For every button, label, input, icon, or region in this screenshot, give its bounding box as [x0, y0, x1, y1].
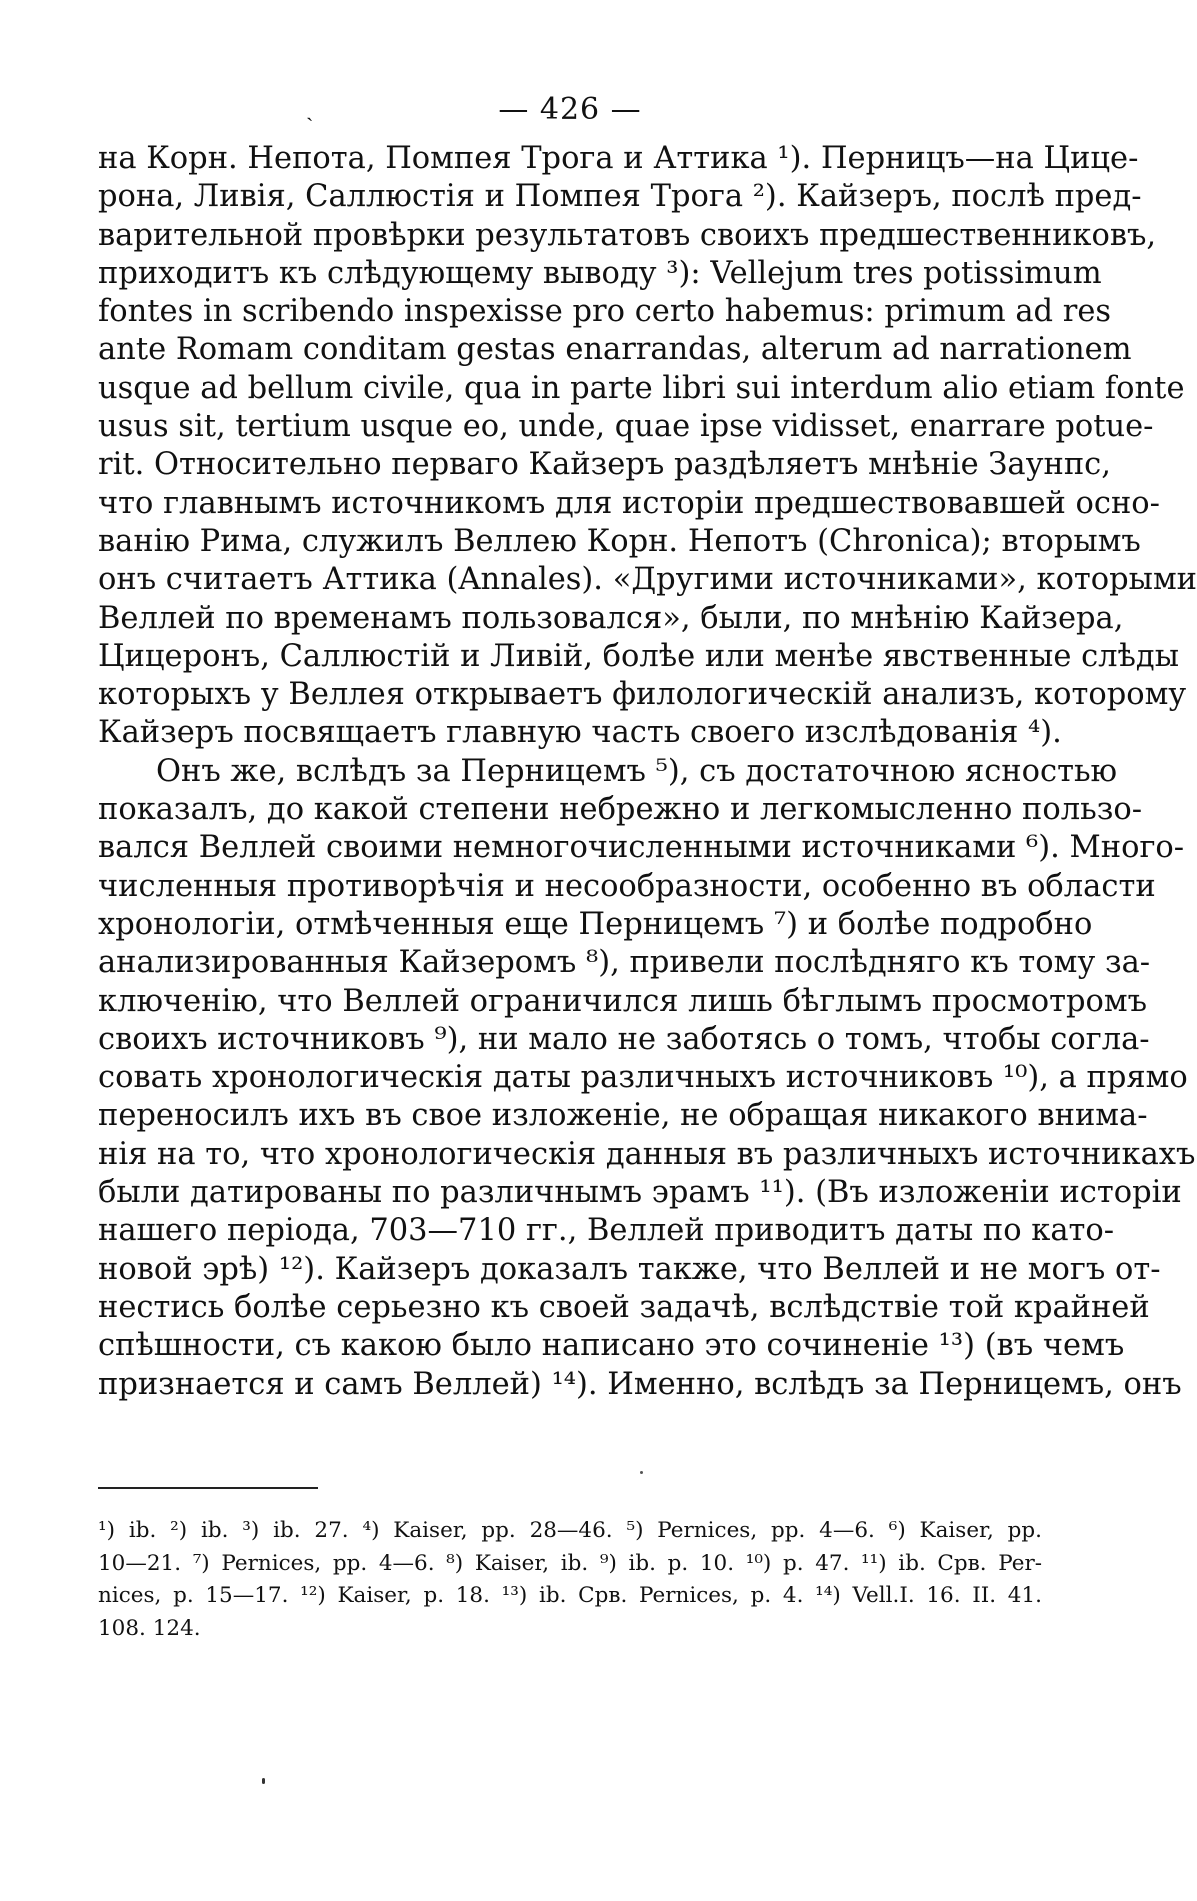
page-number: — 426 — — [498, 92, 642, 127]
text-line: на Корн. Непота, Помпея Трога и Аттика ¹). Перницъ—на Цице- — [98, 141, 1139, 176]
stray-tick-mark: ˏ — [306, 97, 314, 122]
text-line: нашего періода, 703—710 гг., Веллей приводитъ даты по като- — [98, 1213, 1115, 1249]
text-line: вался Веллей своими немногочисленными источниками ⁶). Много- — [98, 830, 1185, 866]
text-line: fontes in scribendo inspexisse pro certo habemus: primum ad res — [98, 294, 1112, 330]
text-line: Цицеронъ, Саллюстій и Ливій, болѣе или менѣе явственные слѣды — [98, 638, 1179, 674]
text-line: Кайзеръ посвящаетъ главную часть своего изслѣдованія ⁴). — [98, 715, 1062, 751]
text-line: приходитъ къ слѣдующему выводу ³): Vellejum tres potissimum — [98, 255, 1102, 291]
text-line: своихъ источниковъ ⁹), ни мало не заботясь о томъ, чтобы согла- — [98, 1021, 1150, 1057]
text-line: переносилъ ихъ въ свое изложеніе, не обращая никакого внима- — [98, 1098, 1148, 1134]
text-line: спѣшности, съ какою было написано это сочиненіе ¹³) (въ чемъ — [98, 1328, 1125, 1364]
body-text — [98, 140, 1197, 1404]
text-line: что главнымъ источникомъ для исторіи предшествовавшей осно- — [98, 485, 1160, 521]
text-line: usus sit, tertium usque eo, unde, quae ipse vidisset, enarrare potue- — [98, 409, 1154, 445]
text-line: признается и самъ Веллей) ¹⁴). Именно, вслѣдъ за Перницемъ, онъ — [98, 1366, 1182, 1402]
text-line: ключенію, что Веллей ограничился лишь бѣглымъ просмотромъ — [98, 983, 1148, 1019]
text-line: показалъ, до какой степени небрежно и легкомысленно пользо- — [98, 792, 1142, 828]
text-line: рона, Ливія, Саллюстія и Помпея Трога ²). Кайзеръ, послѣ пред- — [98, 179, 1142, 215]
text-line: ванію Рима, служилъ Веллею Корн. Непотъ (Chronica); вторымъ — [98, 523, 1141, 559]
text-line: rit. Относительно перваго Кайзеръ раздѣляетъ мнѣніе Заунпс, — [98, 447, 1111, 483]
text-line-paragraph-start: Онъ же, вслѣдъ за Перницемъ ⁵), съ достаточною ясностью — [156, 753, 1118, 789]
text-line: нестись болѣе серьезно къ своей задачѣ, вслѣдствіе той крайней — [98, 1289, 1150, 1325]
footnote-separator — [98, 1487, 318, 1489]
text-line: хронологіи, отмѣченныя еще Перницемъ ⁷) и болѣе подробно — [98, 906, 1093, 942]
footnote-line: ¹) ib. ²) ib. ³) ib. 27. ⁴) Kaiser, pp. 28—46. ⁵) Pernices, pp. 4—6. ⁶) Kaiser, pp. — [98, 1518, 1042, 1543]
text-line: Веллей по временамъ пользовался», были, по мнѣнію Кайзера, — [98, 600, 1124, 636]
text-line: usque ad bellum civile, qua in parte libri sui interdum alio etiam fonte — [98, 370, 1185, 406]
text-line: были датированы по различнымъ эрамъ ¹¹). (Въ изложеніи исторіи — [98, 1175, 1182, 1211]
text-line: которыхъ у Веллея открываетъ филологическій анализъ, которому — [98, 677, 1187, 713]
text-line: нія на то, что хронологическія данныя въ различныхъ источникахъ — [98, 1136, 1196, 1172]
text-line: варительной провѣрки результатовъ своихъ предшественниковъ, — [98, 217, 1157, 253]
text-line: онъ считаетъ Аттика (Annales). «Другими источниками», которыми — [98, 562, 1197, 598]
text-line: численныя противорѣчія и несообразности, особенно въ области — [98, 868, 1156, 904]
print-speck — [640, 1471, 643, 1474]
footnote-line: 10—21. ⁷) Pernices, pp. 4—6. ⁸) Kaiser, ib. ⁹) ib. p. 10. ¹⁰) p. 47. ¹¹) ib. Срв. Per- — [98, 1550, 1042, 1576]
print-speck — [262, 1778, 265, 1784]
text-line: новой эрѣ) ¹²). Кайзеръ доказалъ также, что Веллей и не могъ от- — [98, 1251, 1161, 1287]
footnote-line: 108. 124. — [98, 1615, 201, 1641]
text-line: ante Romam conditam gestas enarrandas, alterum ad narrationem — [98, 332, 1132, 368]
footnotes — [98, 1515, 1042, 1645]
text-line: анализированныя Кайзеромъ ⁸), привели послѣдняго къ тому за- — [98, 945, 1151, 981]
footnote-line: nices, p. 15—17. ¹²) Kaiser, p. 18. ¹³) ib. Срв. Pernices, p. 4. ¹⁴) Vell.I. 16. II. 41. — [98, 1583, 1042, 1608]
text-line: совать хронологическія даты различныхъ источниковъ ¹⁰), а прямо — [98, 1060, 1188, 1096]
